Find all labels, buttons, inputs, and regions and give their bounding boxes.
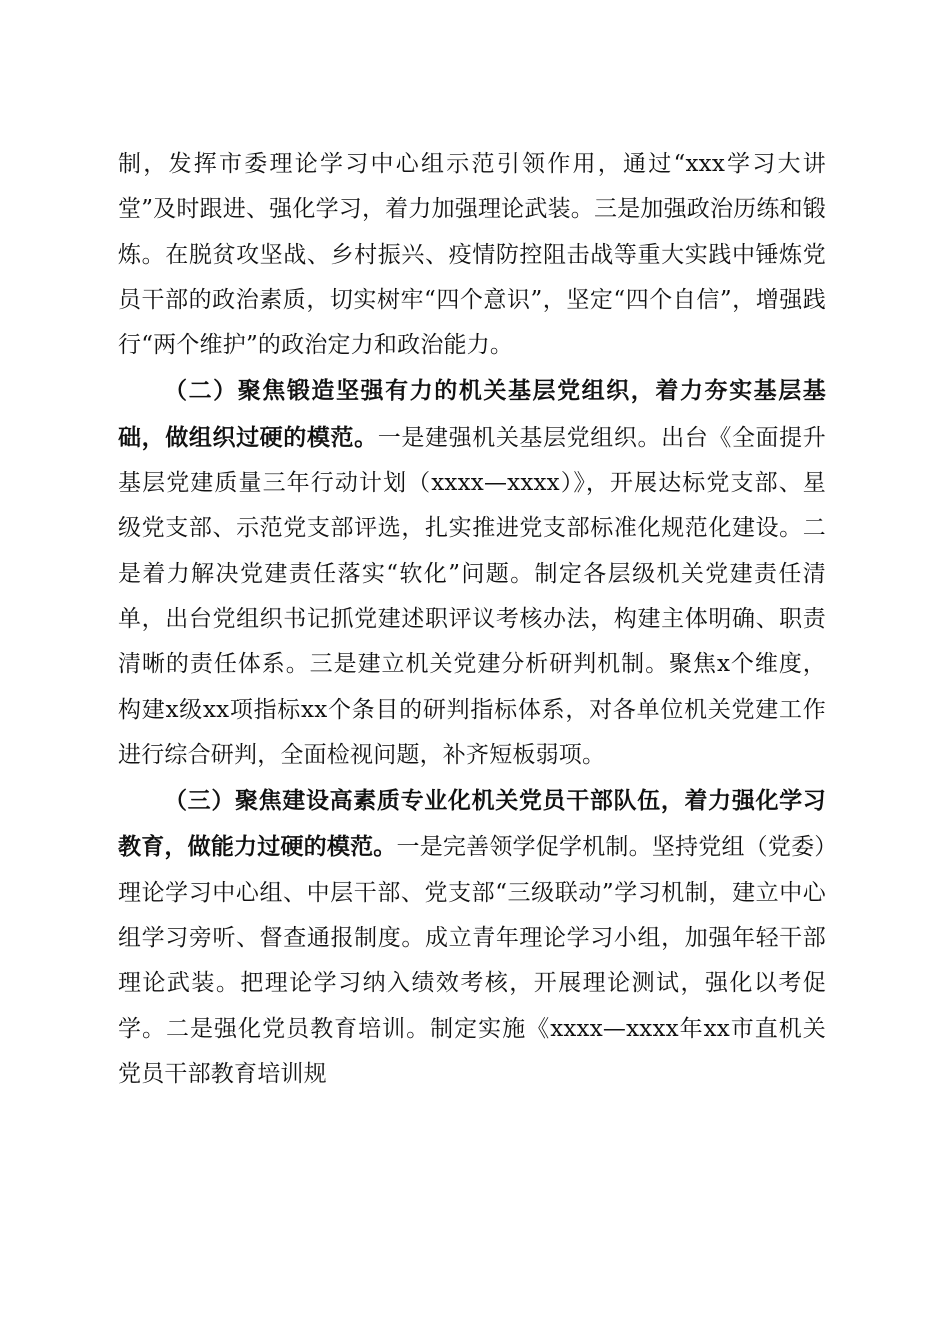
paragraph-text: 一是完善领学促学机制。坚持党组（党委）理论学习中心组、中层干部、党支部“三级联动”学习机制，建立中心组学习旁听、督查通报制度。成立青年理论学习小组，加强年轻干部理论武装。把理论学习纳入绩效考核，开展理论测试，强化以考促学。二是强化党员教育培训。制定实施《xxxx—xxxx年xx市直机关党员干部教育培训规 (118, 834, 826, 1087)
paragraph-text: 一是建强机关基层党组织。出台《全面提升基层党建质量三年行动计划（xxxx—xxxx）》，开展达标党支部、星级党支部、示范党支部评选，扎实推进党支部标准化规范化建设。二是着力解决党建责任落实“软化”问题。制定各层级机关党建责任清单，出台党组织书记抓党建述职评议考核办法，构建主体明确、职责清晰的责任体系。三是建立机关党建分析研判机制。聚焦x个维度，构建x级xx项指标xx个条目的研判指标体系，对各单位机关党建工作进行综合研判，全面检视问题，补齐短板弱项。 (118, 424, 826, 768)
paragraph-continuation (118, 142, 826, 368)
paragraph-section-3 (118, 778, 826, 1097)
document-body (118, 142, 826, 1097)
section-heading: （三）聚焦建设高素质专业化机关党员干部队伍，着力强化学习教育，做能力过硬的模范。 (118, 787, 826, 861)
paragraph-text: 制，发挥市委理论学习中心组示范引领作用，通过“xxx学习大讲堂”及时跟进、强化学习，着力加强理论武装。三是加强政治历练和锻炼。在脱贫攻坚战、乡村振兴、疫情防控阻击战等重大实践中锤炼党员干部的政治素质，切实树牢“四个意识”，坚定“四个自信”，增强践行“两个维护”的政治定力和政治能力。 (118, 151, 826, 359)
paragraph-section-2 (118, 368, 826, 778)
section-heading: （二）聚焦锻造坚强有力的机关基层党组织，着力夯实基层基础，做组织过硬的模范。 (118, 377, 826, 451)
